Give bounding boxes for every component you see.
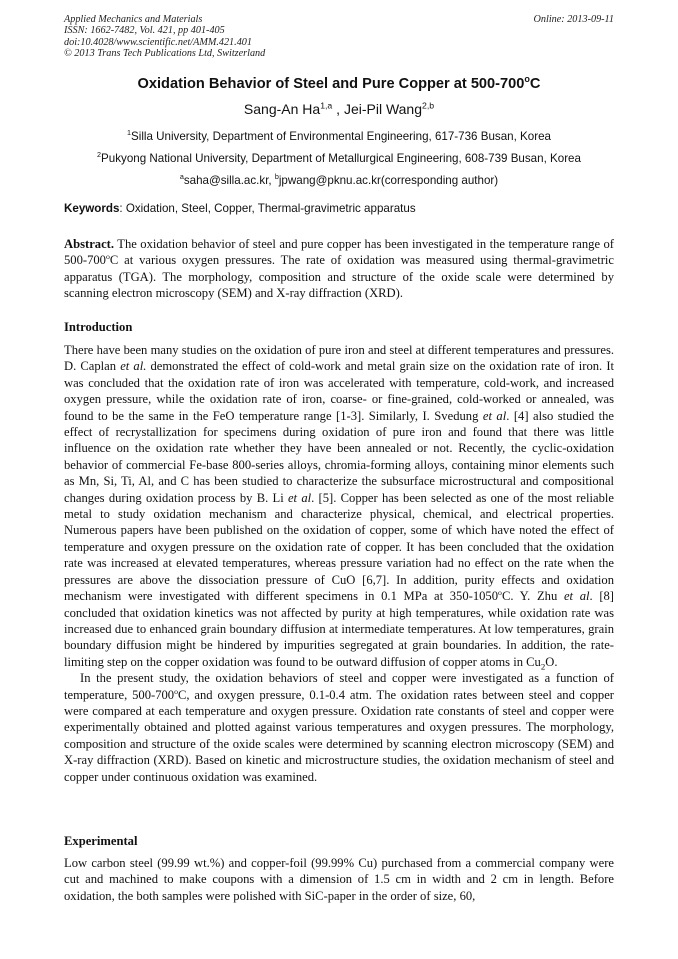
online-date: Online: 2013-09-11 bbox=[533, 14, 614, 25]
issn: ISSN: 1662-7482, Vol. 421, pp 401-405 bbox=[64, 25, 225, 37]
paragraph: In the present study, the oxidation behaviors of steel and copper were investigated as a function of temperature, 500-700$^o$C, and oxygen pressure, 0.1-0.4 atm. The oxidation rates between steel and copper were compared at each temperature and oxygen pressure. Oxidation rate constants of steel and copper were experimentally obtained and plotted against various temperatures and oxygen pressures. The morphology, composition and structure of the oxide scales were determined by scanning electron microscopy (SEM) and X-ray diffraction (XRD). Based on kinetic and microstructure studies, the oxidation mechanism of steel and copper under continuous oxidation was examined. bbox=[64, 671, 614, 784]
keywords-label: Keywords bbox=[64, 202, 120, 215]
paragraph: Low carbon steel (99.99 wt.%) and copper-foil (99.99% Cu) purchased from a commercial company were cut and machined to make coupons with a dimension of 1.5 cm in width and 2 cm in length. Before oxidation, the both samples were polished with SiC-paper in the order of size, 60, bbox=[64, 856, 614, 903]
abstract-label: Abstract. bbox=[64, 237, 115, 251]
keywords: Keywords: Oxidation, Steel, Copper, Thermal-gravimetric apparatus bbox=[64, 202, 416, 215]
section-heading-introduction: Introduction bbox=[64, 320, 133, 334]
affiliation-1: $^1$Silla University, Department of Environmental Engineering, 617-736 Busan, Korea bbox=[127, 128, 551, 143]
author-2: Jei-Pil Wang bbox=[343, 101, 422, 117]
author-emails: $^a$saha@silla.ac.kr, $^b$jpwang@pknu.ac.kr(corresponding author) bbox=[179, 172, 499, 187]
journal-header bbox=[64, 14, 265, 59]
affiliation-2: $^2$Pukyong National University, Department of Metallurgical Engineering, 608-739 Busan, Korea bbox=[97, 150, 581, 165]
paper-title: Oxidation Behavior of Steel and Pure Copper at 500-700$^o$C bbox=[137, 74, 541, 92]
abstract: Abstract. The oxidation behavior of steel and pure copper has been investigated in the temperature range of 500-700$^o$C at various oxygen pressures. The rate of oxidation was measured using thermal-gravimetric apparatus (TGA). The morphology, composition and structure of the oxide scale were determined by scanning electron microscopy (SEM) and X-ray diffraction (XRD). bbox=[64, 237, 614, 301]
introduction-body bbox=[64, 342, 614, 785]
journal-name: Applied Mechanics and Materials bbox=[64, 14, 203, 25]
paragraph: There have been many studies on the oxidation of pure iron and steel at different temperatures and pressures. D. Caplan et al. demonstrated the effect of cold-work and metal grain size on the oxidation rate of iron. It was concluded that the oxidation rate of iron was accelerated with temperature, cold-work, and increased oxygen pressure, while the oxidation rate of iron, coarse- or fine-grained, cold-worked or annealed, was found to be the same in the FeO temperature range [1-3]. Similarly, I. Svedung et al. [4] also studied the effect of recrystallization for specimens during oxidation of pure iron and found that there was little influence on the oxidation rate whether they have been annealed or not. Recently, the cyclic-oxidation behavior of commercial Fe-base 800-series alloys, chromia-forming alloys, containing minor elements such as Mn, Si, Ti, Al, and C has been studied to characterize the subsurface microstructural and compositional changes during oxidation process by B. Li et al. [5]. Copper has been selected as one of the most reliable metal to study oxidation mechanism and characterize physical, chemical, and electrical properties. Numerous papers have been published on the oxidation of copper, some of which have noted the effect of temperature and oxygen pressure on the oxidation rate of copper. It has been concluded that the oxidation rate was increased at elevated temperatures, whereas pressure variation had no effect on the rate when the pressures are above the dissociation pressure of CuO [6,7]. In addition, purity effects and oxidation mechanism were investigated with different specimens in 0.1 MPa at 350-1050$^o$C. Y. Zhu et al. [8] concluded that oxidation kinetics was not affected by purity at high temperatures, while oxidation rate was increased due to enhanced grain boundary diffusion at intermediate temperatures. At low temperatures, grain boundary diffusion might be hindered by impurities segregated at grain boundaries. In addition, the rate-limiting step on the copper oxidation was found to be outward diffusion of copper atoms in $Cu_2O$. bbox=[64, 343, 615, 672]
author-list: Sang-An Ha$^{1,a}$ , Jei-Pil Wang$^{2,b}$ bbox=[243, 100, 435, 117]
doi: doi:10.4028/www.scientific.net/AMM.421.401 bbox=[64, 36, 252, 48]
section-heading-experimental: Experimental bbox=[64, 834, 138, 848]
experimental-body bbox=[64, 855, 614, 904]
copyright: © 2013 Trans Tech Publications Ltd, Switzerland bbox=[64, 47, 266, 59]
author-1: Sang-An Ha bbox=[243, 101, 321, 117]
